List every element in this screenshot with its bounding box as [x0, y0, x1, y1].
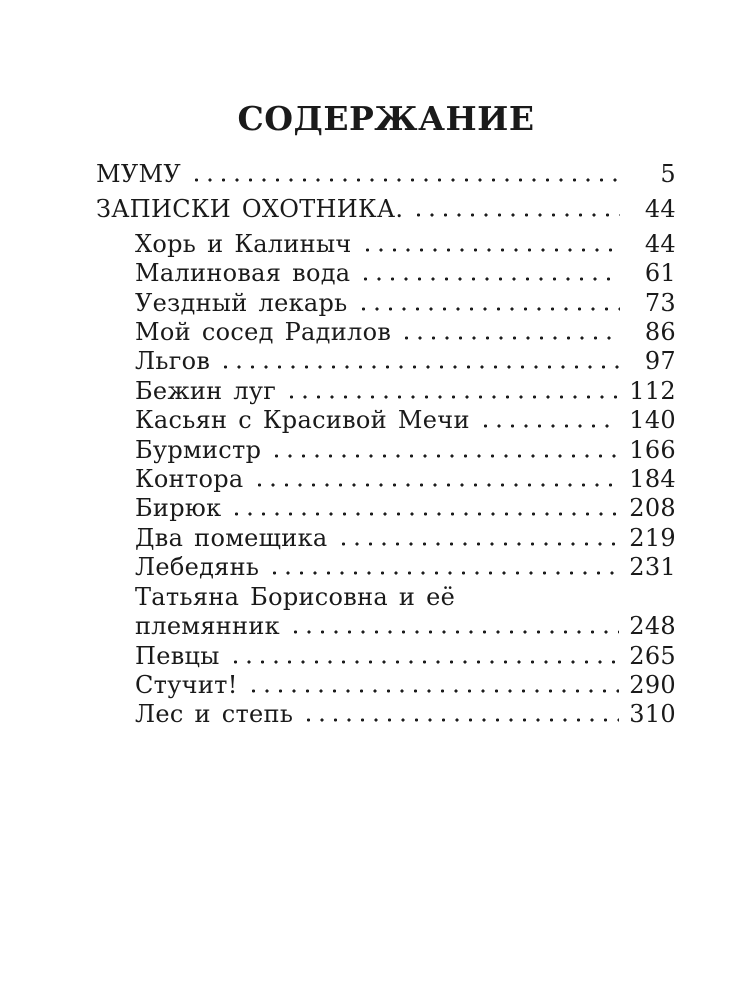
- toc-page-number: 310: [629, 700, 676, 729]
- toc-page-number: 184: [629, 465, 676, 494]
- toc-page-number: 166: [629, 435, 676, 464]
- toc-dot-leader: [357, 307, 620, 311]
- toc-entry-label: Льгов: [135, 347, 211, 376]
- toc-entry-label: Два помещика: [135, 523, 328, 552]
- toc-page-number: 140: [629, 406, 676, 435]
- toc-row: [96, 347, 676, 376]
- toc-page-number: 208: [629, 494, 676, 523]
- toc-list: [96, 160, 676, 730]
- toc-dot-leader: [285, 395, 619, 399]
- toc-dot-leader: [289, 630, 619, 634]
- toc-entry-label: Контора: [135, 465, 244, 494]
- toc-row: [96, 612, 676, 641]
- toc-dot-leader: [412, 213, 620, 217]
- toc-page-number: 5: [660, 160, 676, 188]
- toc-page-number: 97: [644, 347, 676, 376]
- toc-entry-label: ЗАПИСКИ ОХОТНИКА.: [96, 194, 404, 223]
- toc-entry-label: Бежин луг: [135, 376, 277, 405]
- toc-page-number: 44: [644, 229, 676, 258]
- toc-entry-label: Малиновая вода: [135, 259, 351, 288]
- toc-page-number: 265: [629, 641, 676, 670]
- toc-entry-label: Бирюк: [135, 494, 222, 523]
- toc-row: [96, 259, 676, 288]
- page-title: СОДЕРЖАНИЕ: [237, 99, 535, 138]
- toc-dot-leader: [190, 178, 620, 182]
- toc-entry-label: Татьяна Борисовна и её: [135, 582, 456, 611]
- toc-page-number: 290: [629, 670, 676, 699]
- toc-row: [96, 436, 676, 465]
- toc-row: [96, 465, 676, 494]
- toc-dot-leader: [359, 277, 620, 281]
- toc-page-number: 248: [629, 612, 676, 641]
- toc-row: [96, 377, 676, 406]
- toc-page-number: 61: [644, 259, 676, 288]
- toc-page-number: 44: [644, 194, 676, 223]
- toc-row: [96, 289, 676, 318]
- toc-row: [96, 406, 676, 435]
- toc-entry-label: Стучит!: [135, 670, 238, 699]
- toc-dot-leader: [479, 424, 620, 428]
- toc-entry-label: МУМУ: [96, 160, 182, 188]
- toc-entry-label: Лес и степь: [135, 700, 294, 729]
- toc-dot-leader: [270, 454, 619, 458]
- toc-dot-leader: [230, 512, 619, 516]
- toc-entry-label: племянник: [135, 612, 280, 641]
- toc-dot-leader: [247, 689, 620, 693]
- toc-page-number: 73: [644, 288, 676, 317]
- toc-row: [96, 195, 676, 224]
- toc-dot-leader: [268, 571, 619, 575]
- toc-entry-label: Касьян с Красивой Мечи: [135, 406, 470, 435]
- toc-page-number: 219: [629, 523, 676, 552]
- toc-row: [96, 524, 676, 553]
- toc-entry-label: Уездный лекарь: [135, 288, 348, 317]
- toc-row: [96, 230, 676, 259]
- toc-row: [96, 553, 676, 582]
- toc-dot-leader: [229, 660, 620, 664]
- toc-dot-leader: [361, 248, 620, 252]
- toc-row: [96, 318, 676, 347]
- toc-page-number: 112: [629, 376, 676, 405]
- toc-entry-label: Лебедянь: [135, 553, 260, 582]
- toc-dot-leader: [302, 718, 619, 722]
- toc-page-number: 86: [644, 318, 676, 347]
- toc-row: [96, 494, 676, 523]
- toc-row: [96, 642, 676, 671]
- toc-row: [96, 583, 676, 612]
- toc-row: [96, 671, 676, 700]
- toc-row: [96, 160, 676, 189]
- toc-entry-label: Хорь и Калиныч: [135, 229, 352, 258]
- toc-entry-label: Бурмистр: [135, 435, 262, 464]
- toc-row: [96, 700, 676, 729]
- toc-dot-leader: [337, 542, 620, 546]
- toc-dot-leader: [219, 365, 620, 369]
- toc-entry-label: Мой сосед Радилов: [135, 318, 392, 347]
- toc-page-number: 231: [629, 553, 676, 582]
- toc-entry-label: Певцы: [135, 641, 220, 670]
- toc-dot-leader: [253, 483, 620, 487]
- toc-dot-leader: [400, 336, 620, 340]
